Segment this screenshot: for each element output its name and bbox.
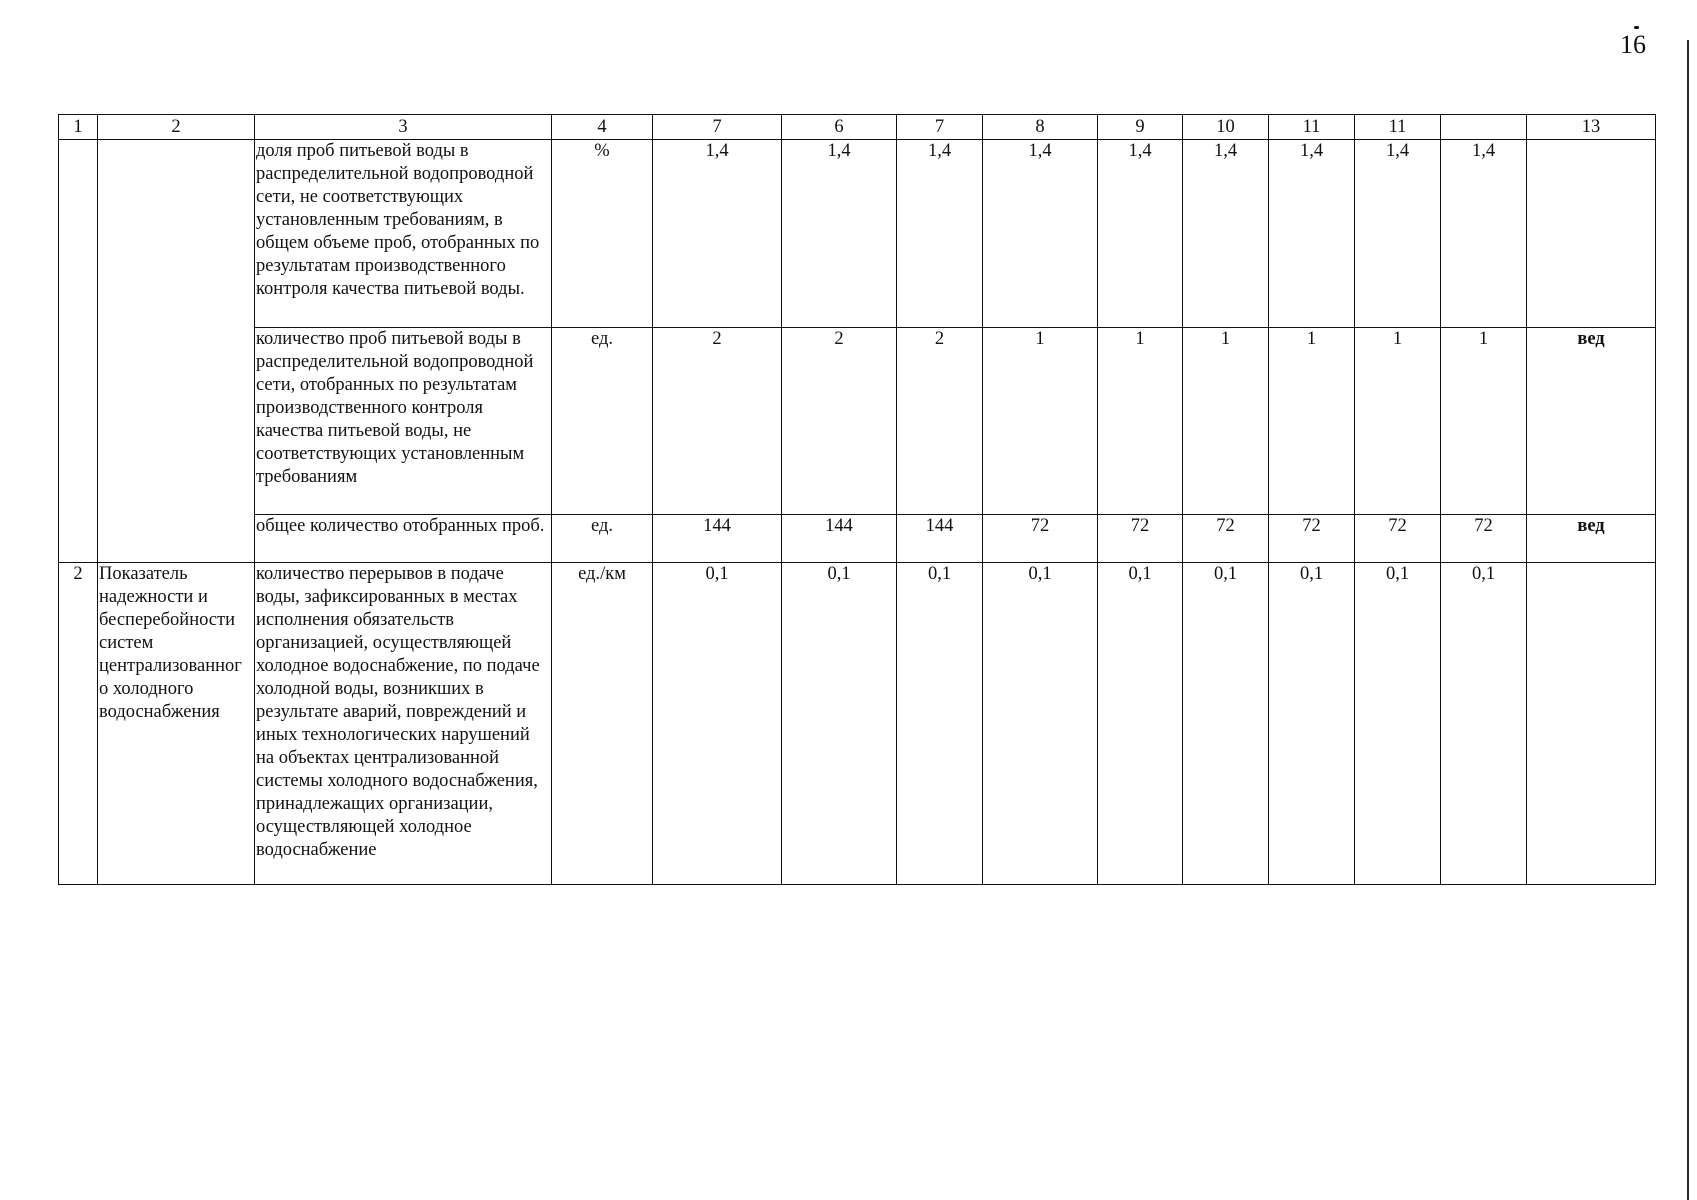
value-cell: 0,1 bbox=[983, 563, 1098, 885]
column-number: 9 bbox=[1098, 115, 1183, 140]
column-number: 3 bbox=[255, 115, 552, 140]
value-cell: 72 bbox=[1355, 515, 1441, 563]
group-name-cell bbox=[98, 140, 255, 563]
unit-cell: % bbox=[552, 140, 653, 328]
value-cell: 0,1 bbox=[1355, 563, 1441, 885]
indicator-cell: доля проб питьевой воды в распределительной водопроводной сети, не соответствующих установленным требованиям, в общем объеме проб, отобранных по результатам производственного контроля качества питьевой воды. bbox=[255, 140, 552, 328]
unit-cell: ед./км bbox=[552, 563, 653, 885]
page-number: 16 bbox=[1620, 30, 1646, 59]
value-cell: 1,4 bbox=[653, 140, 782, 328]
value-cell: 1 bbox=[1098, 328, 1183, 515]
note-cell bbox=[1527, 563, 1656, 885]
value-cell: 72 bbox=[1183, 515, 1269, 563]
value-cell: 72 bbox=[1098, 515, 1183, 563]
note-cell: вед bbox=[1527, 328, 1656, 515]
table-row bbox=[59, 140, 1656, 328]
indicator-cell: количество проб питьевой воды в распределительной водопроводной сети, отобранных по результатам производственного контроля качества питьевой воды, не соответствующих установленным требованиям bbox=[255, 328, 552, 515]
unit-cell: ед. bbox=[552, 515, 653, 563]
value-cell: 0,1 bbox=[1269, 563, 1355, 885]
value-cell: 72 bbox=[1269, 515, 1355, 563]
column-number: 11 bbox=[1269, 115, 1355, 140]
value-cell: 1,4 bbox=[1098, 140, 1183, 328]
index-cell: 2 bbox=[59, 563, 98, 885]
value-cell: 1 bbox=[1355, 328, 1441, 515]
value-cell: 0,1 bbox=[1183, 563, 1269, 885]
index-cell bbox=[59, 140, 98, 563]
note-cell bbox=[1527, 140, 1656, 328]
value-cell: 1,4 bbox=[782, 140, 897, 328]
value-cell: 2 bbox=[897, 328, 983, 515]
value-cell: 1,4 bbox=[1183, 140, 1269, 328]
page-edge-line bbox=[1687, 40, 1689, 1200]
indicators-table bbox=[58, 114, 1656, 885]
column-number: 6 bbox=[782, 115, 897, 140]
value-cell: 1,4 bbox=[1441, 140, 1527, 328]
value-cell: 1 bbox=[1269, 328, 1355, 515]
column-number: 1 bbox=[59, 115, 98, 140]
table-row bbox=[59, 328, 1656, 515]
value-cell: 1,4 bbox=[1269, 140, 1355, 328]
value-cell: 0,1 bbox=[1098, 563, 1183, 885]
value-cell: 72 bbox=[1441, 515, 1527, 563]
column-number: 7 bbox=[897, 115, 983, 140]
column-number bbox=[1441, 115, 1527, 140]
table-row bbox=[59, 563, 1656, 885]
value-cell: 1,4 bbox=[897, 140, 983, 328]
value-cell: 0,1 bbox=[1441, 563, 1527, 885]
column-number: 11 bbox=[1355, 115, 1441, 140]
value-cell: 1,4 bbox=[983, 140, 1098, 328]
value-cell: 72 bbox=[983, 515, 1098, 563]
note-cell: вед bbox=[1527, 515, 1656, 563]
column-number: 10 bbox=[1183, 115, 1269, 140]
table-row bbox=[59, 515, 1656, 563]
value-cell: 2 bbox=[653, 328, 782, 515]
value-cell: 144 bbox=[782, 515, 897, 563]
indicator-cell: общее количество отобранных проб. bbox=[255, 515, 552, 563]
value-cell: 144 bbox=[653, 515, 782, 563]
column-numbers-row bbox=[59, 115, 1656, 140]
value-cell: 144 bbox=[897, 515, 983, 563]
value-cell: 0,1 bbox=[897, 563, 983, 885]
unit-cell: ед. bbox=[552, 328, 653, 515]
value-cell: 2 bbox=[782, 328, 897, 515]
column-number: 8 bbox=[983, 115, 1098, 140]
value-cell: 0,1 bbox=[782, 563, 897, 885]
column-number: 2 bbox=[98, 115, 255, 140]
column-number: 4 bbox=[552, 115, 653, 140]
column-number: 7 bbox=[653, 115, 782, 140]
value-cell: 0,1 bbox=[653, 563, 782, 885]
column-number: 13 bbox=[1527, 115, 1656, 140]
value-cell: 1 bbox=[1183, 328, 1269, 515]
group-name-cell: Показатель надежности и бесперебойности систем централизованног о холодного водоснабжения bbox=[98, 563, 255, 885]
value-cell: 1 bbox=[983, 328, 1098, 515]
indicator-cell: количество перерывов в подаче воды, зафиксированных в местах исполнения обязательств организацией, осуществляющей холодное водоснабжение, по подаче холодной воды, возникших в результате аварий, повреждений и иных технологических нарушений на объектах централизованной системы холодного водоснабжения, принадлежащих организации, осуществляющей холодное водоснабжение bbox=[255, 563, 552, 885]
value-cell: 1 bbox=[1441, 328, 1527, 515]
value-cell: 1,4 bbox=[1355, 140, 1441, 328]
